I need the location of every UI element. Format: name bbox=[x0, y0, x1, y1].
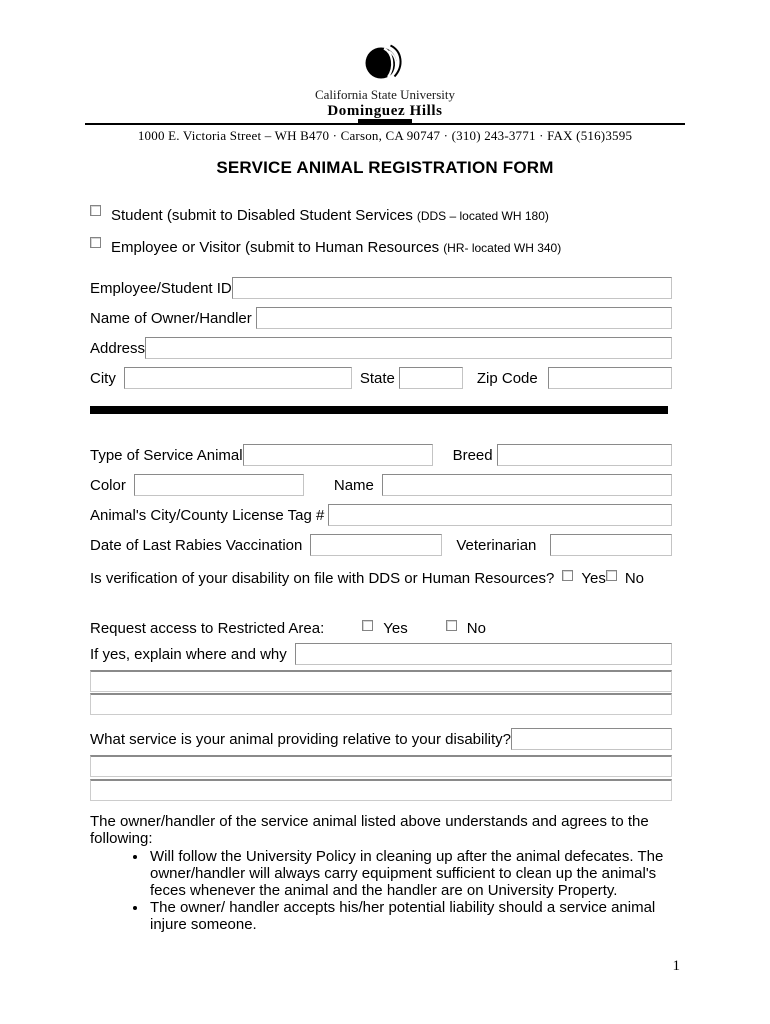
rabies-vaccination-input[interactable] bbox=[310, 534, 442, 556]
city-state-zip-row bbox=[90, 364, 672, 389]
university-address: 1000 E. Victoria Street – WH B470 · Carson, CA 90747 · (310) 243-3771 · FAX (516)3595 bbox=[137, 128, 633, 143]
state-label: State bbox=[359, 370, 395, 387]
university-name: California State University bbox=[314, 87, 456, 102]
city-label: City bbox=[90, 370, 116, 387]
employee-student-id-input[interactable] bbox=[232, 277, 672, 299]
color-name-row bbox=[90, 471, 672, 496]
license-tag-row bbox=[90, 501, 672, 526]
type-breed-row bbox=[90, 441, 672, 466]
breed-label: Breed bbox=[452, 447, 493, 464]
page-title: SERVICE ANIMAL REGISTRATION FORM bbox=[216, 158, 554, 177]
employee-option-label bbox=[111, 238, 561, 258]
student-checkbox[interactable] bbox=[90, 205, 101, 216]
owner-handler-label: Name of Owner/Handler bbox=[90, 310, 252, 327]
agreement-intro: The owner/handler of the service animal listed above understands and agrees to the following: bbox=[90, 813, 649, 847]
zip-code-input[interactable] bbox=[548, 367, 672, 389]
address-input[interactable] bbox=[145, 337, 672, 359]
owner-handler-input[interactable] bbox=[256, 307, 672, 329]
city-input[interactable] bbox=[124, 367, 352, 389]
veterinarian-label: Veterinarian bbox=[456, 537, 537, 554]
rabies-veterinarian-row bbox=[90, 531, 672, 556]
student-option-note: (DDS – located WH 180) bbox=[416, 209, 549, 223]
color-label: Color bbox=[90, 477, 126, 494]
verification-question-label: Is verification of your disability on file with DDS or Human Resources? bbox=[90, 570, 555, 587]
employee-student-id-row bbox=[90, 274, 672, 299]
agreement-list bbox=[90, 848, 672, 933]
restricted-yes-checkbox[interactable] bbox=[362, 620, 373, 631]
owner-handler-row bbox=[90, 304, 672, 329]
verification-no-checkbox[interactable] bbox=[606, 570, 617, 581]
employee-visitor-checkbox[interactable] bbox=[90, 237, 101, 248]
option-row-student bbox=[90, 206, 672, 226]
header-rule bbox=[85, 123, 685, 125]
service-line-3-input[interactable] bbox=[90, 779, 672, 801]
veterinarian-input[interactable] bbox=[550, 534, 672, 556]
employee-option-text: Employee or Visitor (submit to Human Resources bbox=[111, 239, 440, 256]
form-body bbox=[90, 206, 672, 933]
restricted-no-label: No bbox=[466, 620, 486, 637]
verification-yes-checkbox[interactable] bbox=[562, 570, 573, 581]
letterhead bbox=[0, 0, 770, 144]
restricted-area-label: Request access to Restricted Area: bbox=[90, 620, 325, 637]
type-of-service-animal-input[interactable] bbox=[243, 444, 433, 466]
agreement-bullet-1: • Will follow the University Policy in cleaning up after the animal defecates. The owner/handler will always carry equipment sufficient to clean up the animal's feces whenever the animal and the handler are on University Property. bbox=[148, 848, 672, 899]
verification-question-row bbox=[90, 569, 672, 588]
explain-row bbox=[90, 640, 672, 665]
license-tag-input[interactable] bbox=[328, 504, 672, 526]
restricted-yes-label: Yes bbox=[383, 620, 408, 637]
agreement-bullet-2: • The owner/ handler accepts his/her potential liability should a service animal injure someone. bbox=[148, 899, 672, 933]
student-option-label bbox=[111, 206, 549, 226]
explain-input[interactable] bbox=[295, 643, 672, 665]
color-input[interactable] bbox=[134, 474, 304, 496]
name-input[interactable] bbox=[382, 474, 672, 496]
breed-input[interactable] bbox=[497, 444, 672, 466]
student-option-text: Student (submit to Disabled Student Services bbox=[111, 207, 413, 224]
employee-student-id-label: Employee/Student ID bbox=[90, 280, 232, 297]
section-divider-bar bbox=[90, 406, 668, 414]
campus-name: Dominguez Hills bbox=[327, 103, 443, 119]
explain-line-3-input[interactable] bbox=[90, 693, 672, 715]
explain-label: If yes, explain where and why bbox=[90, 646, 287, 663]
restricted-no-checkbox[interactable] bbox=[446, 620, 457, 631]
service-question-row bbox=[90, 725, 672, 750]
license-tag-label: Animal's City/County License Tag # bbox=[90, 507, 325, 524]
address-label: Address bbox=[90, 340, 146, 357]
option-row-employee bbox=[90, 238, 672, 258]
service-question-input[interactable] bbox=[511, 728, 672, 750]
address-row bbox=[90, 334, 672, 359]
type-of-service-animal-label: Type of Service Animal bbox=[90, 447, 243, 464]
explain-line-2-input[interactable] bbox=[90, 670, 672, 692]
service-question-label: What service is your animal providing relative to your disability? bbox=[90, 731, 512, 748]
rabies-vaccination-label: Date of Last Rabies Vaccination bbox=[90, 537, 303, 554]
name-label: Name bbox=[333, 477, 374, 494]
verification-yes-label: Yes bbox=[581, 570, 606, 587]
verification-no-label: No bbox=[624, 570, 645, 587]
employee-option-note: (HR- located WH 340) bbox=[443, 241, 562, 255]
page-number: 1 bbox=[672, 958, 680, 974]
zip-code-label: Zip Code bbox=[476, 370, 538, 387]
university-logo-icon bbox=[0, 40, 770, 86]
state-input[interactable] bbox=[399, 367, 463, 389]
service-line-2-input[interactable] bbox=[90, 755, 672, 777]
restricted-area-row bbox=[90, 619, 672, 638]
